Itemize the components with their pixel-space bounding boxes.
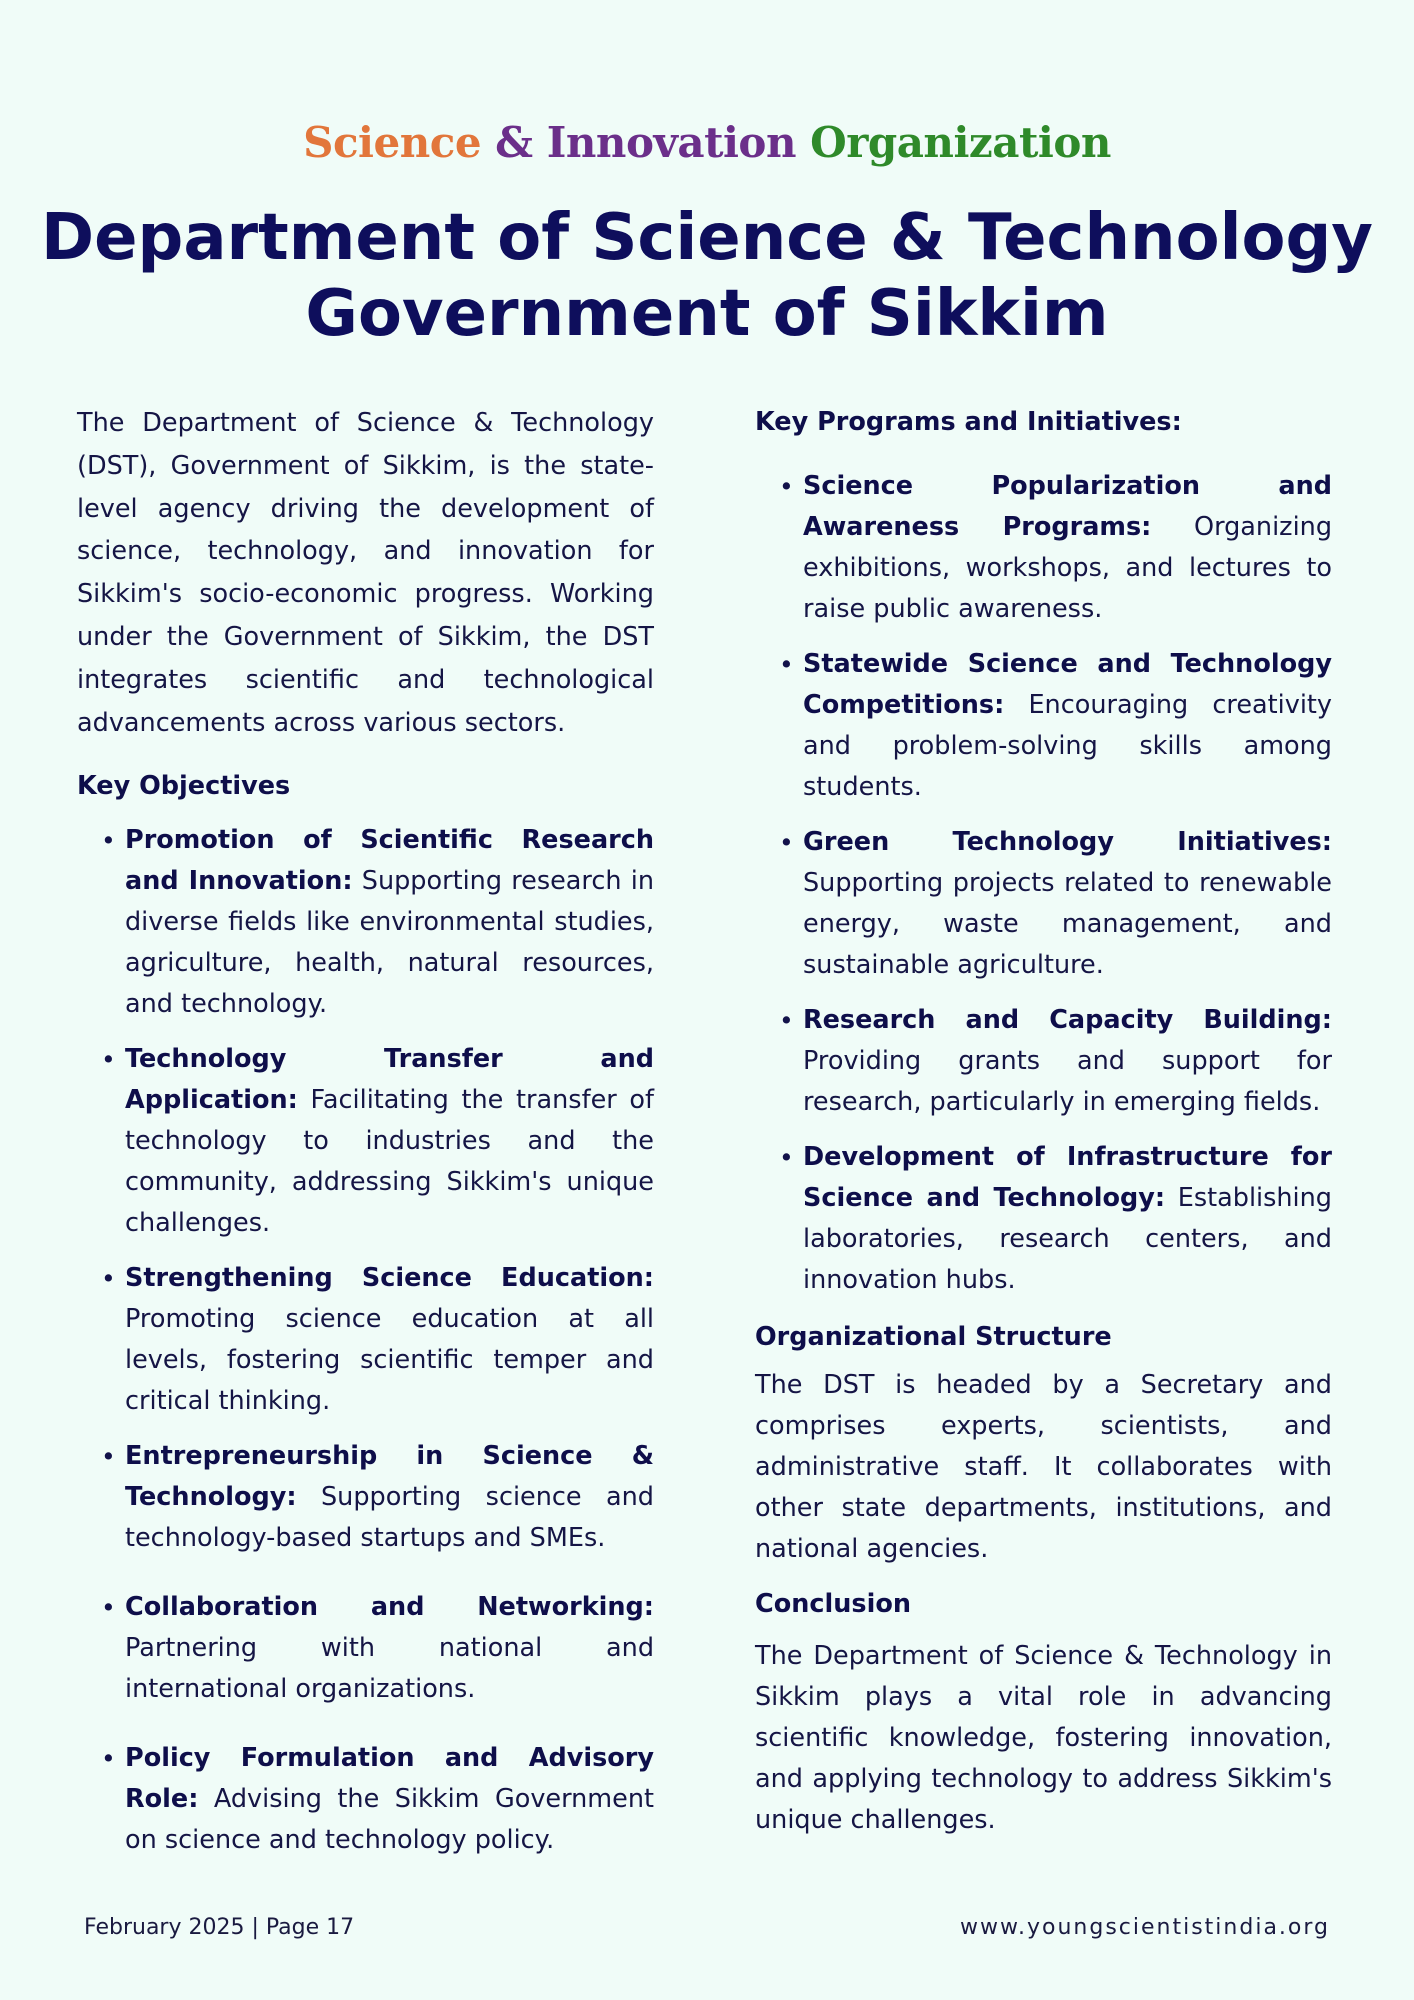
item-text: Providing grants and support for research, particularly in emerging fields. [803,1046,1332,1117]
item-title: Development of Infrastructure for Science and Technology: [803,1142,1332,1213]
footer-website: www.youngscientistindia.org [960,1915,1330,1940]
item-text: Partnering with national and international organizations. [125,1633,654,1705]
kicker-word-science: Science [303,118,482,167]
item-title: Strengthening Science Education: [125,1263,654,1294]
list-item [77,1436,654,1559]
item-title: Science Popularization and Awareness Programs: [803,471,1332,542]
item-title: Policy Formulation and Advisory Role: [125,1743,654,1815]
title-line-2: Government of Sikkim [305,277,1109,351]
list-item [755,822,1332,986]
bullet-icon: • [101,1045,116,1075]
kicker-ampersand: & [495,118,533,167]
kicker-word-innovation: Innovation [546,118,796,167]
item-text: Promoting science education at all levels, fostering scientific temper and critical thinking. [125,1304,654,1417]
footer-date-page: February 2025 | Page 17 [84,1915,355,1940]
bullet-icon: • [101,826,116,856]
bullet-icon: • [101,1593,116,1623]
item-title: Research and Capacity Building: [803,1005,1332,1035]
bullet-icon: • [779,472,794,501]
left-column [77,402,654,1861]
page-title [0,200,1414,352]
list-item [755,1000,1332,1123]
structure-paragraph: The DST is headed by a Secretary and comprises experts, scientists, and administrative staff. It collaborates with other state departments, institutions, and national agencies. [755,1370,1332,1564]
structure-heading: Organizational Structure [755,1322,1112,1352]
right-column [755,402,1332,1841]
list-item [77,1039,654,1244]
objectives-heading: Key Objectives [77,771,291,802]
list-item [77,820,654,1025]
bullet-icon: • [101,1264,116,1294]
bullet-icon: • [779,650,794,679]
item-title: Green Technology Initiatives: [803,827,1332,857]
programs-list [755,466,1332,1301]
list-item [77,1738,654,1861]
item-text: Supporting science and technology-based startups and SMEs. [125,1482,654,1554]
kicker-word-organization: Organization [810,118,1111,167]
item-title: Collaboration and Networking: [125,1592,654,1623]
bullet-icon: • [779,1006,794,1035]
conclusion-paragraph: The Department of Science & Technology in Sikkim plays a vital role in advancing scientific knowledge, fostering innovation, and applying technology to address Sikkim's unique challenges. [755,1641,1332,1835]
item-title: Entrepreneurship in Science & Technology: [125,1441,654,1513]
list-item [77,1587,654,1710]
item-text: Facilitating the transfer of technology to industries and the community, addressing Sikkim's unique challenges. [125,1085,655,1239]
item-text: Encouraging creativity and problem-solving skills among students. [803,690,1332,802]
item-text: Advising the Sikkim Government on science and technology policy. [125,1784,654,1856]
section-kicker [0,118,1414,167]
item-title: Statewide Science and Technology Competitions: [803,649,1332,720]
bullet-icon: • [779,828,794,857]
conclusion-heading: Conclusion [755,1589,911,1619]
list-item [755,1137,1332,1301]
item-text: Organizing exhibitions, workshops, and lectures to raise public awareness. [803,512,1332,624]
list-item [77,1258,654,1422]
bullet-icon: • [101,1744,116,1774]
bullet-icon: • [779,1143,794,1172]
list-item [755,644,1332,808]
item-text: Establishing laboratories, research centers, and innovation hubs. [803,1183,1332,1295]
bullet-icon: • [101,1442,116,1472]
item-title: Technology Transfer and Application: [125,1044,654,1116]
title-line-1: Department of Science & Technology [41,201,1373,275]
item-title: Promotion of Scientific Research and Innovation: [125,825,654,897]
programs-heading: Key Programs and Initiatives: [755,407,1182,437]
intro-paragraph: The Department of Science & Technology (DST), Government of Sikkim, is the state-level agency driving the development of science, technology, and innovation for Sikkim's socio-economic progress. Working under the Government of Sikkim, the DST integrates scientific and technological advancements across various sectors. [77,408,654,738]
item-text: Supporting projects related to renewable energy, waste management, and sustainable agriculture. [803,868,1332,980]
item-text: Supporting research in diverse fields like environmental studies, agriculture, health, natural resources, and technology. [125,866,654,1020]
objectives-list [77,820,654,1861]
list-item [755,466,1332,630]
